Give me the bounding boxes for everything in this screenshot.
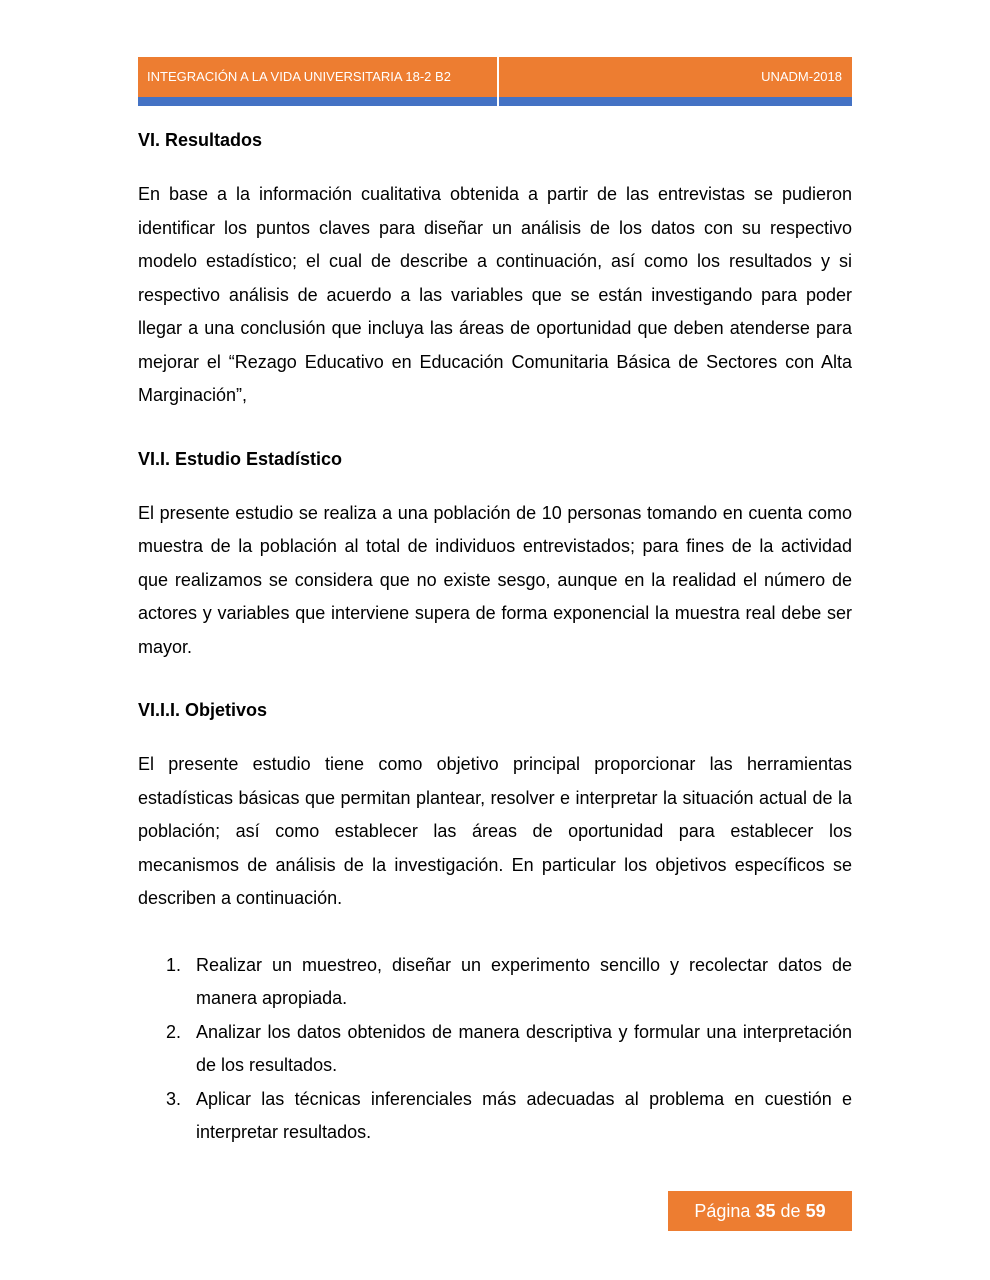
- page-content: [138, 124, 852, 1150]
- list-item-text: Aplicar las técnicas inferenciales más adecuadas al problema en cuestión e interpretar resultados.: [196, 1088, 852, 1142]
- objectives-list: [138, 949, 852, 1150]
- page-of-label: de: [780, 1201, 801, 1221]
- header-institution: UNADM-2018: [499, 57, 852, 97]
- heading-objetivos: VI.I.I. Objetivos: [138, 700, 268, 720]
- header-course-title: INTEGRACIÓN A LA VIDA UNIVERSITARIA 18-2 B2: [138, 57, 497, 97]
- paragraph-resultados: En base a la información cualitativa obtenida a partir de las entrevistas se pudieron identificar los puntos claves para diseñar un análisis de los datos con su respectivo modelo estadístico; el cual de describe a continuación, así como los resultados y si respectivo análisis de acuerdo a las variables que se están investigando para poder llegar a una conclusión que incluya las áreas de oportunidad que deben atenderse para mejorar el “Rezago Educativo en Educación Comunitaria Básica de Sectores con Alta Marginación”,: [138, 184, 852, 405]
- current-page-number: 35: [755, 1201, 776, 1221]
- paragraph-estudio-estadistico: El presente estudio se realiza a una población de 10 personas tomando en cuenta como muestra de la población al total de individuos entrevistados; para fines de la actividad que realizamos se considera que no existe sesgo, aunque en la realidad el número de actores y variables que interviene supera de forma exponencial la muestra real debe ser mayor.: [138, 502, 852, 657]
- list-item-number: 2.: [166, 1021, 182, 1042]
- list-item-number: 3.: [166, 1088, 182, 1109]
- page-label: Página: [694, 1201, 751, 1221]
- paragraph-objetivos: El presente estudio tiene como objetivo principal proporcionar las herramientas estadísticas básicas que permitan plantear, resolver e interpretar la situación actual de la población; así como establecer las áreas de oportunidad para establecer los mecanismos de análisis de la investigación. En particular los objetivos específicos se describen a continuación.: [138, 754, 852, 908]
- heading-estudio-estadistico: VI.I. Estudio Estadístico: [138, 448, 343, 469]
- list-item-text: Realizar un muestreo, diseñar un experimento sencillo y recolectar datos de manera apropiada.: [196, 954, 852, 1008]
- list-item: [138, 1083, 852, 1150]
- page-number-footer: [668, 1191, 852, 1231]
- list-item: [138, 1016, 852, 1083]
- list-item-text: Analizar los datos obtenidos de manera descriptiva y formular una interpretación de los resultados.: [196, 1021, 852, 1075]
- total-pages-number: 59: [805, 1201, 826, 1221]
- page-header: [138, 57, 852, 97]
- header-accent-bar: [138, 97, 852, 106]
- header-bar-divider: [497, 97, 499, 106]
- heading-resultados: VI. Resultados: [138, 130, 263, 150]
- list-item-number: 1.: [166, 954, 182, 975]
- list-item: [138, 949, 852, 1016]
